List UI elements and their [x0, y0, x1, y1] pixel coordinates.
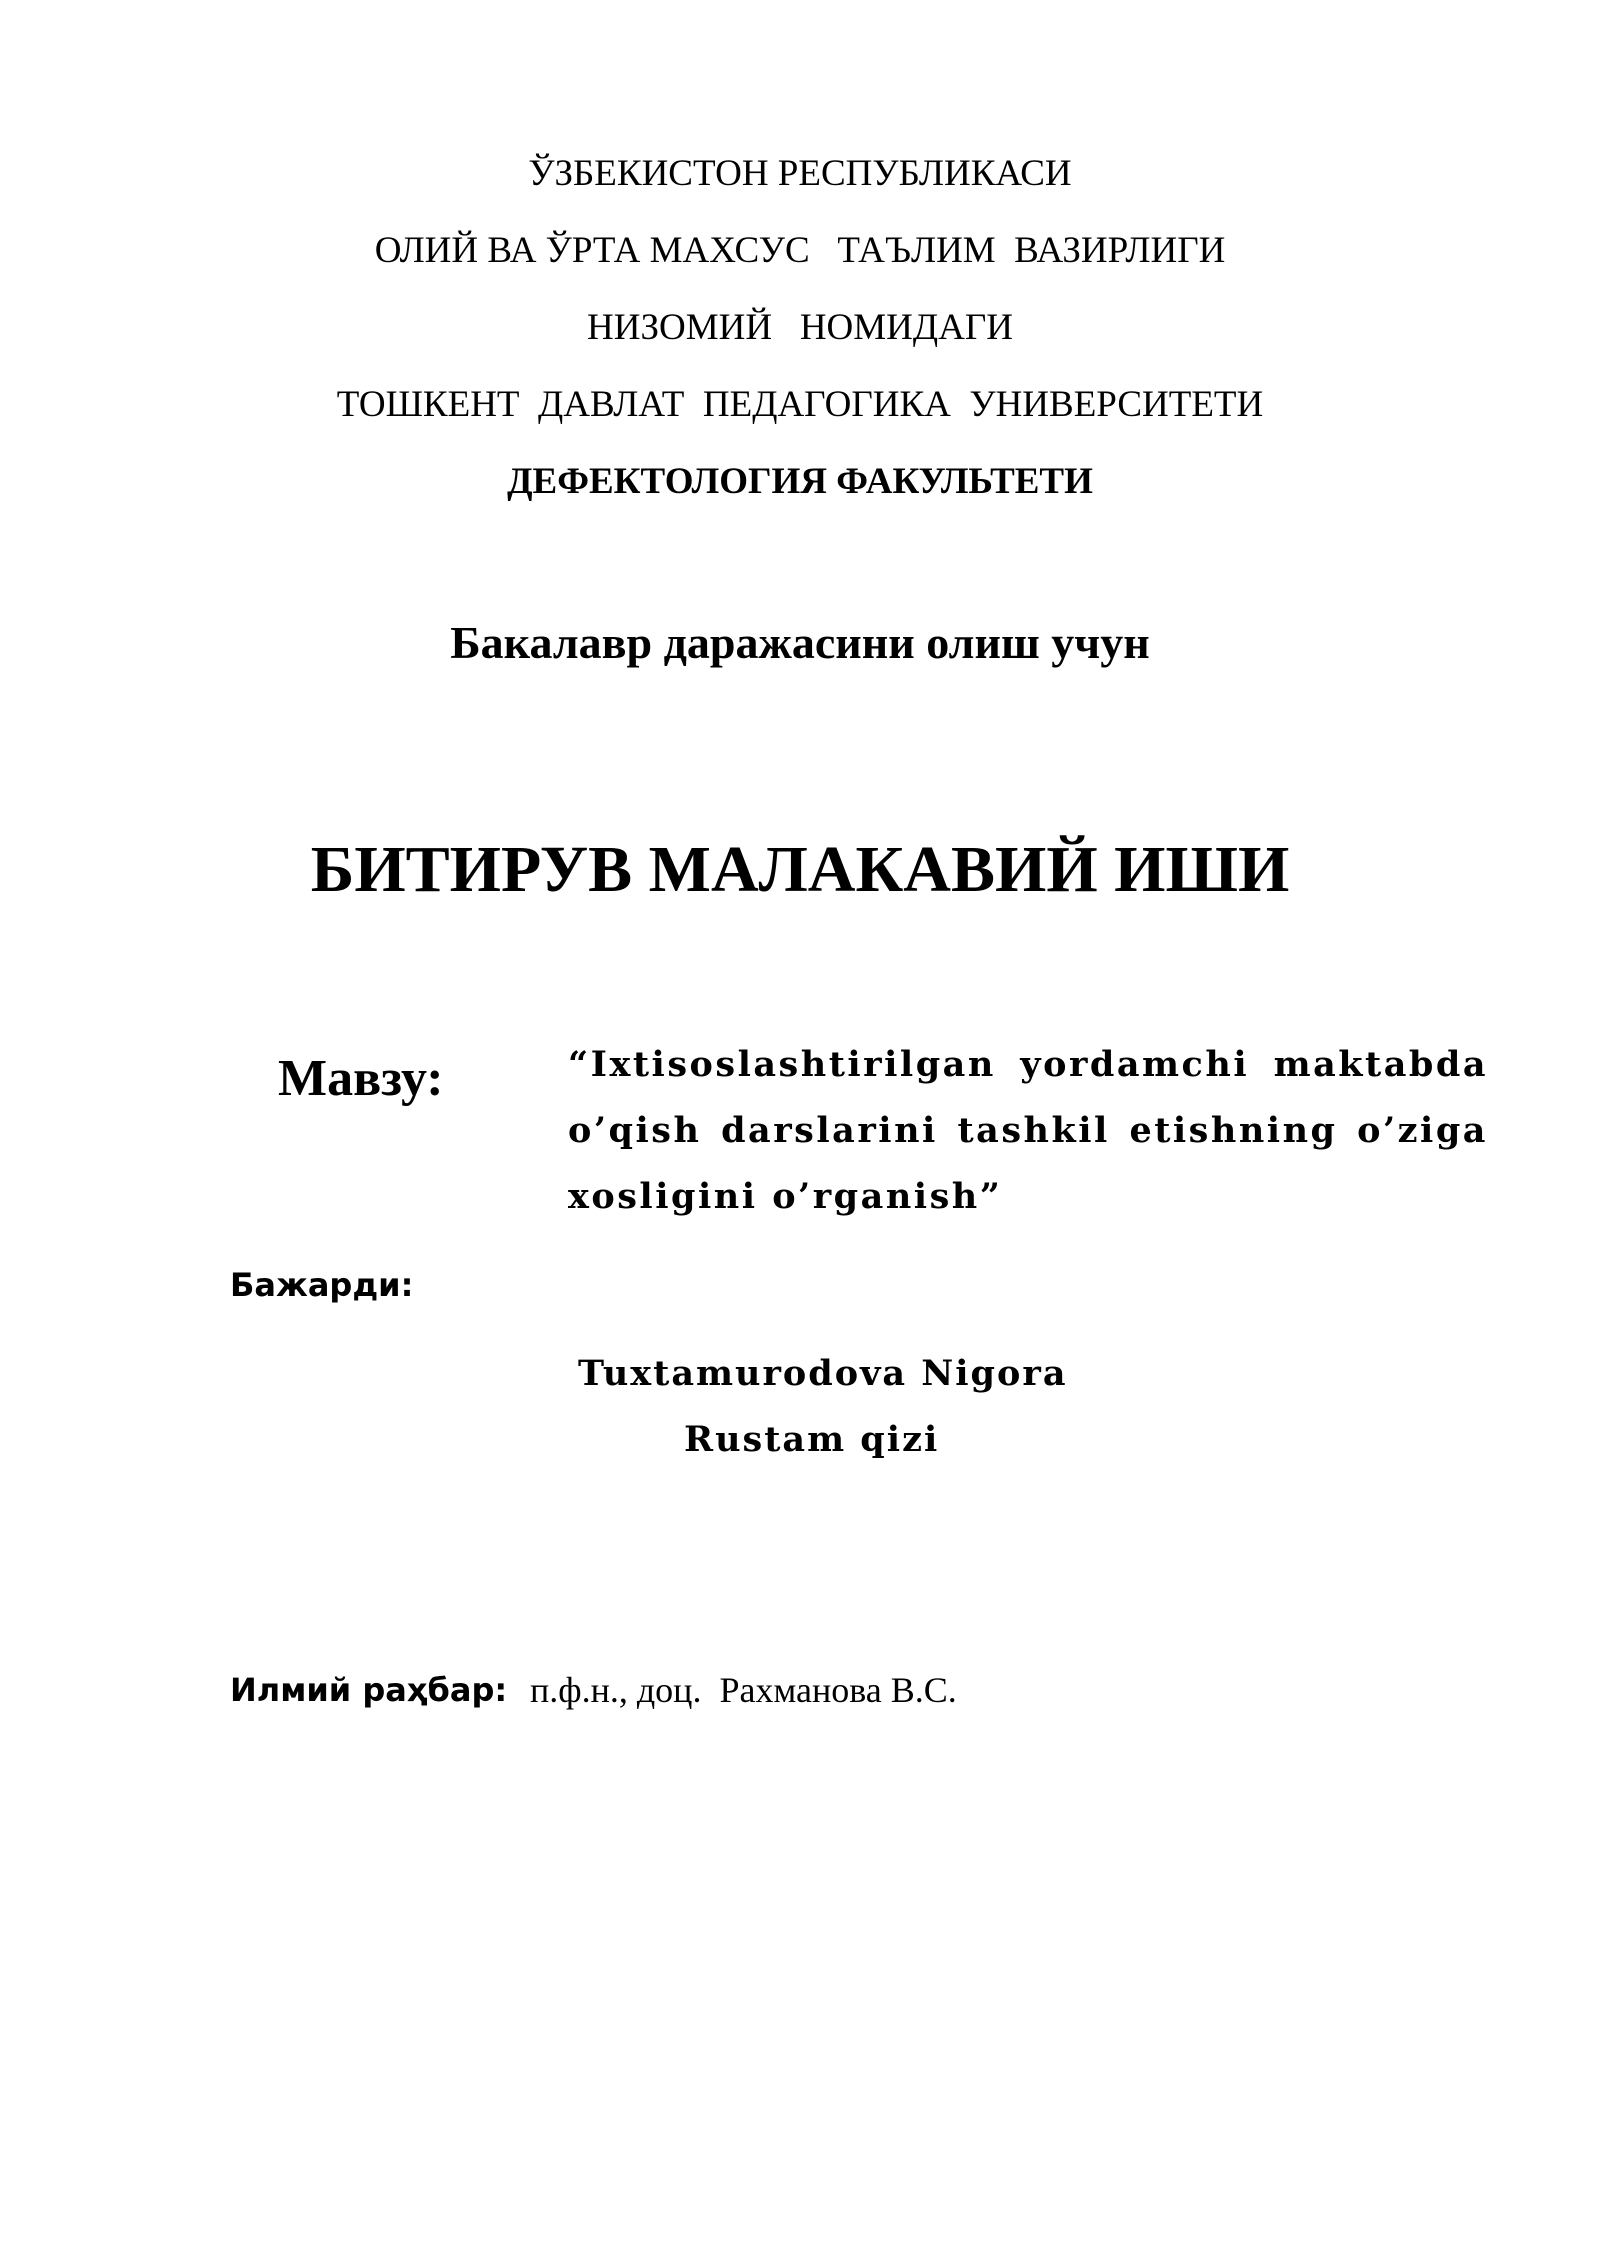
degree-line: Бакалавр даражасини олиш учун [450, 617, 1150, 668]
thesis-title: БИТИРУВ МАЛАКАВИЙ ИШИ [310, 833, 1290, 906]
author-label: Бажарди: [230, 1266, 414, 1304]
advisor-value: п.ф.н., доц. Рахманова В.С. [530, 1670, 957, 1710]
header-country: ЎЗБЕКИСТОН РЕСПУБЛИКАСИ [528, 153, 1072, 194]
author-name-line1: Tuxtamurodova Nigora [578, 1353, 1068, 1394]
header-university: ТОШКЕНТ ДАВЛАТ ПЕДАГОГИКА УНИВЕРСИТЕТИ [336, 384, 1264, 425]
header-ministry: ОЛИЙ ВА ЎРТА МАХСУС ТАЪЛИМ ВАЗИРЛИГИ [374, 230, 1226, 271]
topic-text: “Ixtisoslashtirilgan yordamchi maktabda o’qish darslarini tashkil etishning o’ziga xosligini o’rganish” [568, 1044, 1488, 1217]
header-faculty: ДЕФЕКТОЛОГИЯ ФАКУЛЬТЕТИ [507, 461, 1093, 502]
author-name-line2: Rustam qizi [684, 1419, 940, 1460]
header-named-after: НИЗОМИЙ НОМИДАГИ [587, 307, 1013, 348]
advisor-label: Илмий раҳбар: [230, 1671, 508, 1709]
topic-label: Мавзу: [278, 1050, 444, 1107]
